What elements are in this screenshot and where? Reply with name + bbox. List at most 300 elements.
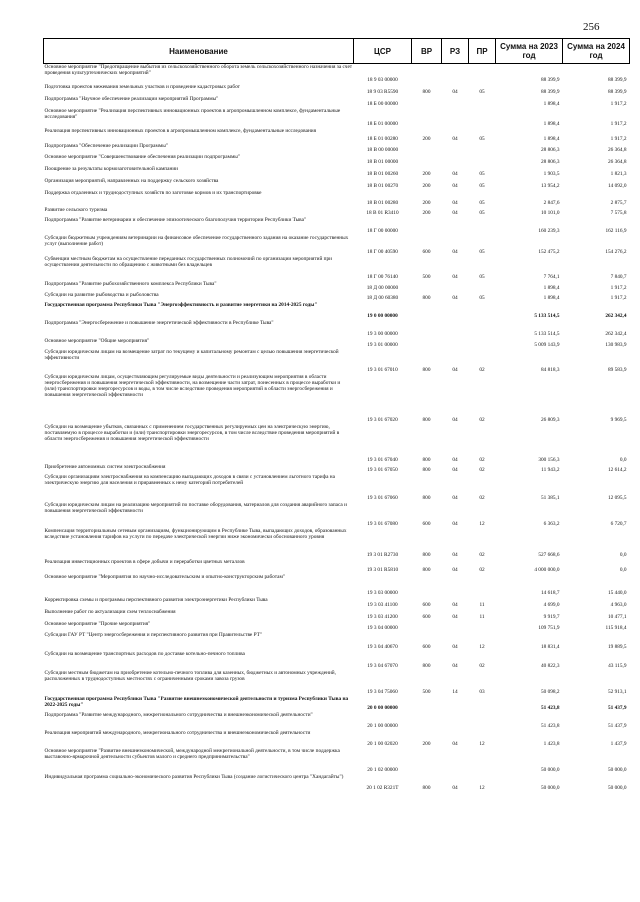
- row-csr: 18 9 03 00000: [367, 77, 398, 84]
- row-name: Реализация инвестиционных проектов в сфере добычи и переработки цветных металлов: [44, 558, 245, 565]
- row-vr: [412, 64, 442, 84]
- row-sum-2023: 28 806,3: [540, 147, 560, 154]
- row-csr: 18 В 01 R3410: [366, 210, 399, 217]
- row-rz: [442, 712, 469, 730]
- row-sum-2024: 2 875,7: [610, 200, 627, 207]
- row-pr: 05: [479, 295, 485, 302]
- row-vr: 800: [422, 367, 431, 374]
- row-rz: [442, 108, 469, 128]
- row-rz: [442, 748, 469, 774]
- row-vr: 600: [422, 249, 431, 256]
- row-csr: 20 1 00 00000: [367, 723, 398, 730]
- row-sum-2024: 19 889,5: [607, 644, 627, 651]
- table-row: [44, 502, 630, 528]
- row-pr: [469, 154, 496, 166]
- table-row: [44, 621, 630, 632]
- row-pr: 02: [479, 367, 485, 374]
- row-sum-2023: 1 423,8: [543, 741, 560, 748]
- row-sum-2023: 10 101,0: [540, 210, 560, 217]
- table-row: [44, 108, 630, 128]
- row-pr: 05: [479, 200, 485, 207]
- row-csr: 19 3 01 67020: [367, 417, 398, 424]
- row-rz: 04: [452, 521, 458, 528]
- row-vr: 800: [422, 567, 431, 574]
- row-csr: 20 1 02 R321Т: [366, 785, 399, 792]
- row-name: Основное мероприятие "Прочие мероприятия": [44, 620, 151, 627]
- row-name: Основное мероприятие "Реализация перспективных инновационных проектов в агропромышленном комплексе, фундаментальные исследования": [44, 107, 341, 120]
- row-name: Реализация перспективных инновационных проектов в агропромышленном комплексе, фундаментальные исследования: [44, 127, 317, 134]
- row-sum-2024: 88 399,9: [607, 77, 627, 84]
- row-vr: 600: [422, 614, 431, 621]
- row-sum-2024: 1 821,3: [610, 171, 627, 178]
- row-sum-2023: 9 919,7: [543, 614, 560, 621]
- row-rz: [442, 320, 469, 338]
- row-csr: 19 3 01 67060: [367, 495, 398, 502]
- row-name: Корректировка схемы и программы перспективного развития электроэнергетики Республики Тыва: [44, 596, 268, 603]
- row-rz: 04: [452, 567, 458, 574]
- row-name: Подпрограмма "Научное обеспечение реализации мероприятий Программы": [44, 95, 219, 102]
- table-row: [44, 528, 630, 559]
- row-name: Субсидии ГАУ РТ "Центр энергосбережения и перспективного развития при Правительстве РТ": [44, 631, 263, 638]
- row-pr: 02: [479, 457, 485, 464]
- row-pr: [469, 217, 496, 235]
- row-sum-2024: 0,0: [619, 567, 627, 574]
- row-rz: 04: [452, 200, 458, 207]
- table-row: [44, 474, 630, 502]
- row-vr: 800: [422, 785, 431, 792]
- row-csr: 18 Д 00 60380: [366, 295, 399, 302]
- table-body: [44, 64, 630, 792]
- row-sum-2024: 0,0: [619, 457, 627, 464]
- row-pr: [469, 320, 496, 338]
- row-name: Субсидии на возмещение транспортных расходов по доставке котельно-печного топлива: [44, 650, 245, 657]
- table-row: [44, 235, 630, 256]
- row-sum-2024: 115 918,4: [605, 625, 627, 632]
- row-rz: 04: [452, 663, 458, 670]
- row-pr: 12: [479, 785, 485, 792]
- table-row: [44, 166, 630, 178]
- row-rz: 04: [452, 457, 458, 464]
- row-name: Подпрограмма "Обеспечение реализации Программы": [44, 142, 168, 149]
- row-sum-2023: 1 898,4: [543, 121, 560, 128]
- row-csr: 18 В 01 00260: [366, 171, 399, 178]
- row-sum-2024: 4 963,0: [610, 602, 627, 609]
- row-sum-2023: 300 156,3: [538, 457, 560, 464]
- row-vr: 800: [422, 89, 431, 96]
- row-name: Развитие сельского туризма: [44, 206, 108, 213]
- row-sum-2023: 88 399,9: [540, 89, 560, 96]
- header-sum-2024: Сумма на 2024 год: [563, 39, 630, 64]
- row-sum-2023: 88 399,9: [540, 77, 560, 84]
- row-rz: 04: [452, 467, 458, 474]
- row-sum-2024: 1 917,2: [610, 295, 627, 302]
- row-pr: 02: [479, 663, 485, 670]
- row-pr: [469, 281, 496, 292]
- table-row: [44, 349, 630, 374]
- row-sum-2023: 5 133 514,5: [534, 331, 560, 338]
- row-sum-2023: 14 618,7: [540, 590, 560, 597]
- row-rz: [442, 696, 469, 712]
- table-row: [44, 217, 630, 235]
- row-sum-2023: 5 133 514,5: [534, 313, 560, 320]
- row-pr: 12: [479, 521, 485, 528]
- table-row: [44, 696, 630, 712]
- row-rz: 04: [452, 741, 458, 748]
- row-vr: [412, 696, 442, 712]
- row-pr: 02: [479, 552, 485, 559]
- row-name: Основное мероприятие "Развитие внешнеэкономической, международной межрегиональной деятельности, в том числе поддержка выставочно-ярмарочной деятельности субъектов малого и среднего предпринимательства": [44, 747, 340, 760]
- row-vr: [412, 217, 442, 235]
- table-row: [44, 64, 630, 84]
- row-vr: [412, 281, 442, 292]
- row-vr: 200: [422, 741, 431, 748]
- row-pr: 05: [479, 183, 485, 190]
- row-name: Субсидии юридическим лицам на реализацию мероприятий по поставке оборудования, материалов для создания аварийного запаса и повышения энергетической эффективности: [44, 501, 347, 514]
- row-pr: [469, 108, 496, 128]
- row-csr: 18 В 01 00270: [366, 183, 399, 190]
- row-csr: 18 Б 01 00000: [367, 121, 398, 128]
- row-csr: 18 Д 00 00000: [366, 285, 399, 292]
- row-pr: [469, 64, 496, 84]
- row-sum-2023: 51 423,8: [540, 705, 560, 712]
- row-vr: [412, 748, 442, 774]
- row-csr: 19 0 00 00000: [367, 313, 398, 320]
- row-rz: 14: [452, 689, 458, 696]
- table-row: [44, 574, 630, 597]
- table-row: [44, 320, 630, 338]
- row-sum-2024: 130 983,9: [605, 342, 627, 349]
- row-sum-2023: 160 239,3: [538, 228, 560, 235]
- row-sum-2023: 2 847,6: [543, 200, 560, 207]
- row-sum-2023: 5 009 143,9: [534, 342, 560, 349]
- row-sum-2023: 4 000 000,0: [534, 567, 560, 574]
- row-sum-2024: 10 477,1: [607, 614, 627, 621]
- table-row: [44, 559, 630, 574]
- row-rz: 04: [452, 614, 458, 621]
- row-rz: 04: [452, 295, 458, 302]
- row-csr: 19 3 01 67050: [367, 467, 398, 474]
- row-name: Субсидии на возмещение убытков, связанных с применением государственных регулируемых цен на электрическую энергию, поставляемую в процессе выработки и (или) транспортировки энергоресурсов, в том числе вследствие проведения мероприятий в области энергосбережения и повышения энергетической эффективности: [44, 423, 340, 443]
- row-sum-2024: 262 342,4: [605, 313, 627, 320]
- row-csr: 19 3 04 67070: [367, 663, 398, 670]
- table-row: [44, 96, 630, 108]
- row-name: Подпрограмма "Развитие ветеринарии и обеспечение эпизоотического благополучия территории Республики Тыва": [44, 216, 307, 223]
- row-vr: [412, 338, 442, 349]
- row-vr: [412, 574, 442, 597]
- row-vr: 800: [422, 663, 431, 670]
- row-sum-2024: 9 969,5: [610, 417, 627, 424]
- row-rz: 04: [452, 367, 458, 374]
- row-pr: [469, 696, 496, 712]
- row-rz: 04: [452, 136, 458, 143]
- row-sum-2023: 51 423,8: [540, 723, 560, 730]
- row-name: Организация мероприятий, направленных на поддержку сельского хозяйства: [44, 177, 219, 184]
- table-row: [44, 302, 630, 320]
- row-name: Субвенции местным бюджетам на осуществление переданных государственных полномочий по организации мероприятий при осуществлении деятельности по обращению с животными без владельцев: [44, 255, 332, 268]
- row-csr: 19 3 01 67040: [367, 457, 398, 464]
- row-pr: 05: [479, 210, 485, 217]
- row-sum-2023: 6 363,2: [543, 521, 560, 528]
- row-vr: 600: [422, 644, 431, 651]
- row-name: Субсидии местным бюджетам на приобретение котельно-печного топлива для казенных, бюджетных и автономных учреждений, расположенных в труднодоступных местностях с ограниченными сроками завоза грузов: [44, 669, 336, 682]
- row-sum-2024: 52 913,1: [607, 689, 627, 696]
- row-vr: [412, 302, 442, 320]
- table-row: [44, 597, 630, 609]
- row-name: Государственная программа Республики Тыва "Энергоэффективность и развитие энергетики на 2014-2025 годы": [44, 301, 318, 308]
- row-vr: 600: [422, 602, 431, 609]
- row-sum-2024: 50 000,0: [607, 767, 627, 774]
- row-pr: 05: [479, 89, 485, 96]
- row-pr: 11: [479, 614, 485, 621]
- table-row: [44, 281, 630, 292]
- row-name: Приобретение автономных систем электроснабжения: [44, 463, 166, 470]
- row-name: Подпрограмма "Энергосбережение и повышение энергетической эффективности в Республике Тыва": [44, 319, 274, 326]
- row-sum-2023: 1 898,4: [543, 101, 560, 108]
- row-csr: 20 1 02 00000: [367, 767, 398, 774]
- row-rz: 04: [452, 602, 458, 609]
- row-csr: 19 3 01 67080: [367, 521, 398, 528]
- row-name: Основное мероприятие "Общие мероприятия": [44, 337, 150, 344]
- header-rz: РЗ: [442, 39, 469, 64]
- budget-table: [43, 38, 630, 792]
- row-csr: 19 3 03 41200: [367, 614, 398, 621]
- row-csr: 18 В 01 00280: [366, 200, 399, 207]
- row-rz: [442, 217, 469, 235]
- row-name: Основное мероприятие "Мероприятия по научно-исследовательским и опытно-конструкторским работам": [44, 573, 285, 580]
- row-pr: [469, 143, 496, 154]
- row-sum-2023: 50 000,0: [540, 785, 560, 792]
- row-sum-2023: 18 831,4: [540, 644, 560, 651]
- row-sum-2024: 12 614,2: [607, 467, 627, 474]
- row-csr: 19 3 00 00000: [367, 331, 398, 338]
- row-sum-2024: 26 364,8: [607, 159, 627, 166]
- header-pr: ПР: [469, 39, 496, 64]
- row-name: Государственная программа Республики Тыва "Развитие внешнеэкономической деятельности и туризма Республики Тыва на 2022-2025 годы": [44, 695, 349, 708]
- header-csr: ЦСР: [354, 39, 412, 64]
- row-vr: 800: [422, 495, 431, 502]
- row-sum-2023: 1 898,4: [543, 285, 560, 292]
- header-name: Наименование: [44, 39, 354, 64]
- row-pr: 05: [479, 136, 485, 143]
- table-row: [44, 207, 630, 217]
- row-vr: [412, 621, 442, 632]
- row-csr: 19 3 04 00000: [367, 625, 398, 632]
- row-sum-2024: 43 115,9: [608, 663, 627, 670]
- row-sum-2024: 88 399,9: [607, 89, 627, 96]
- row-vr: 800: [422, 417, 431, 424]
- row-csr: 20 0 00 00000: [367, 705, 398, 712]
- row-vr: 200: [422, 210, 431, 217]
- row-sum-2024: 51 437,9: [607, 723, 627, 730]
- row-rz: 04: [452, 210, 458, 217]
- row-vr: 200: [422, 183, 431, 190]
- row-rz: 04: [452, 274, 458, 281]
- header-vr: ВР: [412, 39, 442, 64]
- row-pr: 02: [479, 495, 485, 502]
- row-sum-2024: 1 917,2: [610, 101, 627, 108]
- row-rz: [442, 96, 469, 108]
- row-sum-2023: 50 098,2: [540, 689, 560, 696]
- row-sum-2023: 50 000,0: [540, 767, 560, 774]
- row-csr: 18 В 01 00000: [366, 159, 399, 166]
- row-name: Индивидуальная программа социально-экономического развития Республики Тыва (создание логистического центра "Хандагайты"): [44, 773, 344, 780]
- row-sum-2024: 12 095,5: [607, 495, 627, 502]
- row-pr: [469, 338, 496, 349]
- row-pr: 02: [479, 417, 485, 424]
- row-csr: 18 9 03 R5590: [366, 89, 399, 96]
- row-pr: 12: [479, 741, 485, 748]
- table-row: [44, 338, 630, 349]
- row-sum-2023: 26 809,3: [540, 417, 560, 424]
- page-number: 256: [583, 21, 600, 33]
- table-row: [44, 190, 630, 207]
- row-name: Субсидии юридическим лицам, осуществляющим регулируемые виды деятельности и реализующим мероприятия в области энергосбережения и повышения энергетической эффективности, на возмещение части затрат, понесенных в процессе выработки и (или) транспортировки энергоресурсов и воды, в том числе вследствие проведения мероприятий в области энергосбережения и повышения энергетической эффективности: [44, 373, 341, 399]
- row-csr: 18 Б 00 00000: [367, 101, 398, 108]
- row-csr: 19 3 01 67010: [367, 367, 398, 374]
- row-name: Подпрограмма "Развитие рыбохозяйственного комплекса Республики Тыва": [44, 280, 217, 287]
- row-vr: 200: [422, 136, 431, 143]
- table-row: [44, 632, 630, 651]
- row-rz: [442, 154, 469, 166]
- row-vr: 500: [422, 274, 431, 281]
- row-csr: 19 3 03 00000: [367, 590, 398, 597]
- row-sum-2023: 527 668,6: [538, 552, 560, 559]
- row-vr: 200: [422, 171, 431, 178]
- row-sum-2023: 84 818,3: [540, 367, 560, 374]
- row-sum-2024: 7 840,7: [610, 274, 627, 281]
- row-rz: [442, 574, 469, 597]
- row-rz: [442, 64, 469, 84]
- row-name: Субсидии бюджетным учреждениям ветеринарии на финансовое обеспечение государственного задания на оказание государственных услуг (выполнение работ): [44, 234, 349, 247]
- row-csr: 19 3 03 41100: [367, 602, 398, 609]
- row-name: Подготовка проектов межевания земельных участков и проведение кадастровых работ: [44, 83, 240, 90]
- row-sum-2024: 1 917,2: [610, 285, 627, 292]
- row-sum-2024: 1 437,9: [610, 741, 627, 748]
- row-sum-2023: 1 898,4: [543, 295, 560, 302]
- row-name: Поощрение за результаты кормозаготовительной кампании: [44, 165, 178, 172]
- row-csr: 18 Г 00 76140: [367, 274, 398, 281]
- table-row: [44, 748, 630, 774]
- row-rz: [442, 281, 469, 292]
- row-pr: 05: [479, 171, 485, 178]
- table-row: [44, 178, 630, 190]
- row-vr: 500: [422, 689, 431, 696]
- row-rz: 04: [452, 644, 458, 651]
- table-row: [44, 128, 630, 143]
- table-row: [44, 774, 630, 792]
- row-vr: 800: [422, 295, 431, 302]
- row-name: Субсидии организациям электроснабжения на компенсацию выпадающих доходов в связи с установлением льготного тарифа на электрическую энергию для населения и приравненных к нему категорий потребителей: [44, 473, 335, 486]
- row-rz: 04: [452, 785, 458, 792]
- row-pr: 03: [479, 689, 485, 696]
- row-csr: 19 3 04 40670: [367, 644, 398, 651]
- row-sum-2024: 50 000,0: [607, 785, 627, 792]
- row-vr: 800: [422, 552, 431, 559]
- row-sum-2023: 28 806,3: [540, 159, 560, 166]
- row-sum-2024: 15 440,0: [607, 590, 627, 597]
- table-row: [44, 609, 630, 621]
- row-pr: [469, 621, 496, 632]
- row-rz: 04: [452, 417, 458, 424]
- row-sum-2024: 26 364,8: [607, 147, 627, 154]
- row-csr: 20 1 00 02020: [367, 741, 398, 748]
- row-pr: 11: [479, 602, 485, 609]
- row-name: Подпрограмма "Развитие международного, межрегионального сотрудничества и внешнеэкономической деятельности": [44, 711, 313, 718]
- row-vr: [412, 320, 442, 338]
- row-name: Основное мероприятие "Совершенствование обеспечения реализации подпрограммы": [44, 153, 241, 160]
- header-sum-2023: Сумма на 2023 год: [496, 39, 563, 64]
- row-name: Поддержка отдаленных и труднодоступных хозяйств по заготовке кормов и их транспортировке: [44, 189, 262, 196]
- row-sum-2023: 40 822,3: [540, 663, 560, 670]
- row-vr: 800: [422, 457, 431, 464]
- row-vr: 800: [422, 467, 431, 474]
- row-rz: 04: [452, 89, 458, 96]
- row-sum-2023: 1 903,5: [543, 171, 560, 178]
- row-rz: 04: [452, 183, 458, 190]
- row-sum-2024: 1 917,2: [610, 136, 627, 143]
- row-csr: 19 3 04 75060: [367, 689, 398, 696]
- row-pr: 05: [479, 274, 485, 281]
- row-rz: [442, 302, 469, 320]
- row-vr: [412, 143, 442, 154]
- row-rz: 04: [452, 495, 458, 502]
- row-sum-2024: 89 583,9: [607, 367, 627, 374]
- row-sum-2024: 7 575,8: [610, 210, 627, 217]
- row-name: Субсидии на развитие рыбоводства и рыболовства: [44, 291, 159, 298]
- row-sum-2023: 7 764,1: [543, 274, 560, 281]
- row-vr: 600: [422, 521, 431, 528]
- row-csr: 18 Г 00 40590: [367, 249, 398, 256]
- row-pr: [469, 574, 496, 597]
- table-row: [44, 464, 630, 474]
- row-pr: 02: [479, 467, 485, 474]
- row-pr: 05: [479, 249, 485, 256]
- row-csr: 19 3 01 R5810: [366, 567, 399, 574]
- table-row: [44, 374, 630, 424]
- row-name: Реализация мероприятий международного, межрегионального сотрудничества и внешнеэкономической деятельности: [44, 729, 311, 736]
- row-sum-2023: 11 943,2: [541, 467, 560, 474]
- row-pr: [469, 302, 496, 320]
- row-pr: [469, 748, 496, 774]
- row-csr: 19 3 01 R2730: [366, 552, 399, 559]
- row-rz: 04: [452, 249, 458, 256]
- row-vr: [412, 712, 442, 730]
- row-csr: 19 3 01 00000: [367, 342, 398, 349]
- row-rz: 04: [452, 552, 458, 559]
- row-vr: [412, 96, 442, 108]
- row-sum-2024: 1 917,2: [610, 121, 627, 128]
- table-row: [44, 154, 630, 166]
- row-sum-2024: 262 342,4: [605, 331, 627, 338]
- row-sum-2024: 162 116,9: [605, 228, 627, 235]
- row-pr: 12: [479, 644, 485, 651]
- table-row: [44, 292, 630, 302]
- row-sum-2023: 152 475,2: [538, 249, 560, 256]
- row-rz: [442, 621, 469, 632]
- table-row: [44, 730, 630, 748]
- row-csr: 18 В 00 00000: [366, 147, 399, 154]
- table-row: [44, 84, 630, 96]
- row-vr: 200: [422, 200, 431, 207]
- row-pr: 02: [479, 567, 485, 574]
- table-row: [44, 651, 630, 670]
- row-name: Субсидии юридическим лицам на возмещение затрат по текущему и капитальному ремонтам с целью повышения энергетической эффективности: [44, 348, 339, 361]
- row-csr: 18 Б 01 00280: [367, 136, 398, 143]
- row-sum-2024: 14 092,0: [607, 183, 627, 190]
- table-row: [44, 424, 630, 464]
- row-sum-2023: 4 699,0: [543, 602, 560, 609]
- table-row: [44, 143, 630, 154]
